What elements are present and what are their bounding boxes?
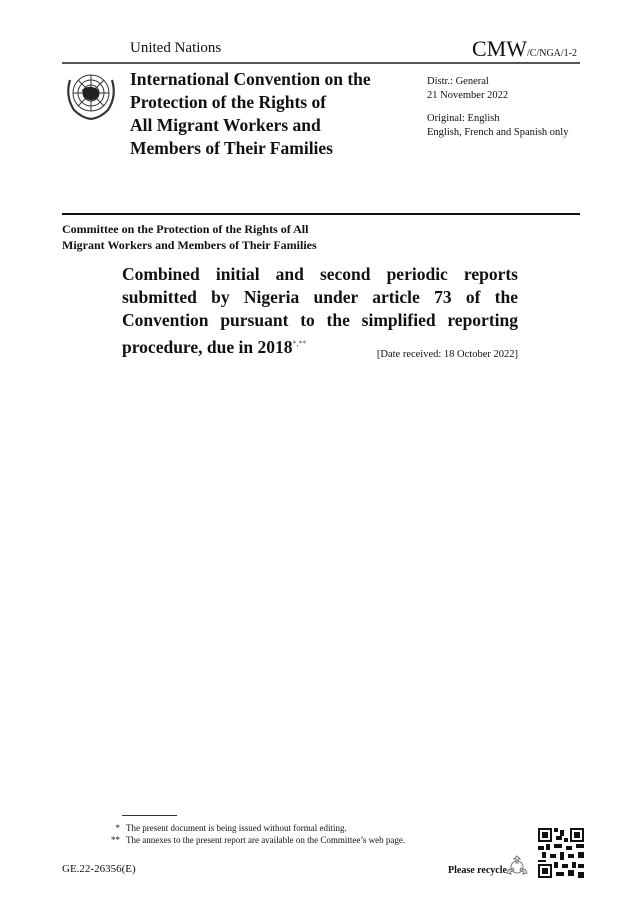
committee-line: Committee on the Protection of the Rights of All bbox=[62, 222, 309, 236]
footnote bbox=[100, 823, 347, 833]
org-label: United Nations bbox=[130, 40, 222, 56]
date-received: [Date received: 18 October 2022] bbox=[376, 349, 518, 360]
footnote-mark: * bbox=[115, 823, 120, 833]
committee-line: Migrant Workers and Members of Their Families bbox=[62, 238, 317, 252]
convention-title bbox=[130, 68, 410, 160]
languages: English, French and Spanish only bbox=[427, 127, 569, 138]
convention-title-line: International Convention on the bbox=[130, 69, 371, 89]
footnote-mark: ** bbox=[111, 835, 120, 845]
symbol-main: CMW bbox=[472, 36, 527, 61]
report-title bbox=[122, 263, 518, 359]
symbol-suffix: /C/NGA/1-2 bbox=[527, 48, 577, 59]
original-language: Original: English bbox=[427, 113, 500, 124]
footnote-marks: *,** bbox=[292, 339, 307, 348]
recycle-icon bbox=[506, 855, 528, 877]
footnote-text: The annexes to the present report are available on the Committee’s web page. bbox=[126, 835, 406, 845]
convention-title-line: All Migrant Workers and bbox=[130, 115, 321, 135]
document-symbol bbox=[472, 36, 577, 62]
recycle-label: Please recycle bbox=[448, 865, 507, 876]
job-number: GE.22-26356(E) bbox=[62, 863, 136, 875]
convention-title-line: Members of Their Families bbox=[130, 138, 333, 158]
committee-name bbox=[62, 221, 317, 253]
qr-code-icon[interactable] bbox=[538, 828, 584, 878]
footnote-text: The present document is being issued without formal editing. bbox=[126, 823, 347, 833]
convention-title-line: Protection of the Rights of bbox=[130, 92, 327, 112]
footnote-rule bbox=[122, 815, 177, 816]
section-rule bbox=[62, 213, 580, 215]
footnote bbox=[100, 835, 405, 845]
report-title-text: Combined initial and second periodic reports submitted by Nigeria under article 73 of the Convention pursuant to the simplified reporting procedure, due in 2018 bbox=[122, 264, 518, 357]
distribution-block bbox=[427, 75, 568, 140]
issue-date: 21 November 2022 bbox=[427, 90, 509, 101]
un-emblem-icon bbox=[62, 66, 120, 124]
distr-label: Distr.: General bbox=[427, 76, 489, 87]
header-rule bbox=[62, 62, 580, 64]
